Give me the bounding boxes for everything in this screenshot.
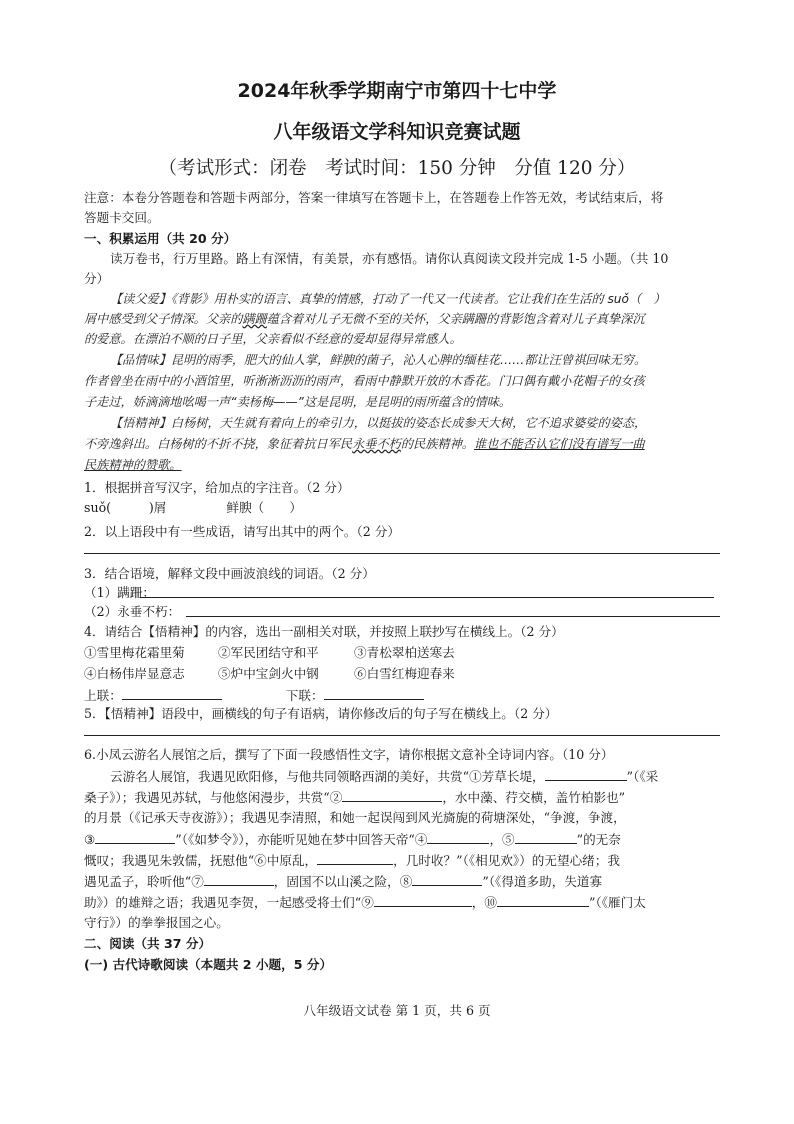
blank-1[interactable]: [545, 766, 627, 781]
q1-item-b: 鲜腴（ ）: [226, 500, 302, 515]
wavy-word-2: 永垂不朽: [352, 437, 401, 451]
exam-title: 2024年秋季学期南宁市第四十七中学: [237, 80, 557, 102]
q6-text: ”（《如梦令》），亦能听见她在梦中回答天帝“④: [175, 832, 428, 847]
q6-text: 慨叹；我遇见朱敦儒，抚慰他“⑥中原乱，: [84, 853, 318, 868]
blank-7[interactable]: [204, 871, 274, 886]
option-6: ⑥白雪红梅迎春来: [354, 666, 455, 681]
notice-line-2: 答题卡交回。: [84, 210, 160, 225]
lower-couplet-blank[interactable]: [324, 685, 424, 700]
question-3: 3．结合语境，解释文段中画波浪线的词语。（2 分）: [84, 566, 375, 581]
option-1: ①雪里梅花霜里菊: [84, 645, 185, 660]
lower-couplet-label: 下联：: [285, 688, 324, 703]
exam-subtitle: 八年级语文学科知识竞赛试题: [273, 121, 521, 143]
exam-info: （考试形式：闭卷 考试时间：150 分钟 分值 120 分）: [158, 158, 636, 179]
q6-text: ”（《采: [626, 769, 659, 784]
passage-1-line-2: [84, 310, 724, 329]
q6-line-2: [84, 787, 724, 807]
option-2: ②军民团结守和平: [218, 645, 319, 660]
blank-5[interactable]: [515, 829, 577, 844]
notice-line-1: 注意：本卷分答题卷和答题卡两部分，答案一律填写在答题卡上，在答题卷上作答无效，考试结束后，将: [84, 190, 664, 205]
passage-2-line-3: 子走过，娇滴滴地吆喝一声“卖杨梅——”这是昆明，是昆明的雨所蕴含的情味。: [84, 395, 512, 409]
upper-couplet-label: 上联：: [84, 688, 122, 703]
question-2: 2．以上语段中有一些成语，请写出其中的两个。（2 分）: [84, 524, 400, 539]
blank-9[interactable]: [374, 892, 472, 907]
q6-line-8: 守行》）的拳拳报国之心。: [84, 915, 229, 930]
section1-intro-2: 分）: [84, 271, 110, 286]
section1-heading: 一、积累运用（共 20 分）: [84, 231, 237, 246]
section2-sub1: (一) 古代诗歌阅读（本题共 2 小题，5 分）: [84, 957, 333, 972]
blank-3[interactable]: [95, 829, 175, 844]
passage-3-line-1: 【悟精神】白杨树，天生就有着向上的牵引力，以挺拔的姿态长成参天大树，它不追求婆娑的姿态，: [110, 416, 647, 430]
q6-line-5: [84, 850, 724, 870]
blank-8[interactable]: [412, 871, 482, 886]
question-6: 6.小凤云游名人展馆之后，撰写了下面一段感悟性文字，请你根据文意补全诗词内容。（10 分）: [84, 747, 614, 762]
section1-intro-1: 读万卷书，行万里路。路上有深情，有美景，亦有感悟。请你认真阅读文段并完成 1-5 小题。（共 10: [110, 251, 669, 266]
option-5: ⑤炉中宝剑火中钢: [218, 666, 319, 681]
question-4: 4．请结合【悟精神】的内容，选出一副相关对联，并按照上联抄写在横线上。（2 分）: [84, 624, 564, 639]
blank-10[interactable]: [497, 892, 589, 907]
blank-4[interactable]: [427, 829, 489, 844]
passage-text: 不旁逸斜出。白杨树的不折不挠，象征着抗日军民: [84, 437, 353, 451]
q6-text: ，水中藻、荇交横，盖竹柏影也”: [442, 790, 626, 805]
passage-2-line-1: 【品情味】昆明的雨季，肥大的仙人掌，鲜腴的菌子，沁人心脾的缅桂花……都让汪曾祺回味无穷。: [110, 353, 647, 367]
passage-text: 的民族精神。: [400, 437, 474, 451]
q6-line-7: [84, 892, 724, 912]
question-4-options-row1: [84, 643, 724, 662]
q6-text: 遇见孟子，聆听他“⑦: [84, 874, 204, 889]
underlined-sentence: 谁也不能否认它们没有谱写一曲: [474, 437, 645, 451]
q6-line-1: [84, 766, 750, 786]
passage-1-line-1: 【读父爱】《背影》用朴实的语言、真挚的情感，打动了一代又一代读者。它让我们在生活的 suǒ（ ）: [110, 292, 666, 306]
passage-1-line-3: 的爱意。在漂泊不顺的日子里，父亲看似不经意的爱却显得异常感人。: [84, 332, 462, 346]
passage-text: 蕴含着对儿子无微不至的关怀，父亲蹒跚的背影饱含着对儿子真挚深沉: [266, 312, 645, 326]
question-4-answer: [84, 685, 724, 705]
passage-3-line-2: [84, 435, 724, 454]
answer-line-q2[interactable]: [84, 553, 720, 554]
wavy-word-1: 蹒跚: [242, 312, 267, 326]
q6-text: ，⑩: [471, 895, 497, 910]
q6-text: ”的无奈: [576, 832, 621, 847]
underlined-sentence: 民族精神的赞歌。: [84, 458, 182, 472]
q6-text: ”（《雁门太: [588, 895, 646, 910]
q6-text: ”（《得道多助，失道寡: [482, 874, 603, 889]
page-footer: 八年级语文试卷 第 1 页，共 6 页: [303, 1003, 491, 1018]
option-3: ③青松翠柏送寒去: [354, 645, 455, 660]
passage-2-line-2: 作者曾坐在雨中的小酒馆里，听淅淅沥沥的雨声，看雨中静默开放的木香花。门口偶有戴小花帽子的女孩: [84, 374, 645, 388]
upper-couplet-blank[interactable]: [122, 685, 222, 700]
question-1-items: [84, 498, 724, 517]
q6-text: 助》）的雄辩之语；我遇见李贺，一起感受将士们“⑨: [84, 895, 374, 910]
blank-2[interactable]: [342, 787, 442, 802]
question-4-options-row2: [84, 664, 724, 683]
question-5: 5．【悟精神】语段中，画横线的句子有语病，请你修改后的句子写在横线上。（2 分）: [84, 706, 558, 721]
answer-line-q3-1[interactable]: [140, 597, 714, 598]
q6-text: ，⑤: [489, 832, 515, 847]
answer-line-q5[interactable]: [84, 735, 720, 736]
passage-3-line-3: [84, 456, 724, 475]
q6-line-3: 的月景（《记承天寺夜游》）；我遇见李清照，和她一起误闯到风光旖旎的荷塘深处，“争渡，争渡，: [84, 810, 626, 825]
q6-text: ，固国不以山溪之险，⑧: [273, 874, 413, 889]
q6-text: 桑子》）；我遇见苏轼，与他悠闲漫步，共赏“②: [84, 790, 343, 805]
q6-line-4: [84, 829, 724, 849]
blank-6[interactable]: [317, 850, 393, 865]
q6-line-6: [84, 871, 724, 891]
option-4: ④白杨伟岸显意志: [84, 666, 185, 681]
passage-text: 屑中感受到父子情深。父亲的: [84, 312, 243, 326]
section2-heading: 二、阅读（共 37 分）: [84, 936, 212, 951]
q6-text: ③: [84, 832, 96, 847]
question-1: 1．根据拼音写汉字，给加点的字注音。（2 分）: [84, 480, 350, 495]
answer-line-q3-2[interactable]: [186, 616, 720, 617]
q1-item-a: suǒ( )屑: [84, 500, 167, 515]
question-3-1: （1）蹒跚：: [84, 585, 155, 600]
q6-text: 云游名人展馆，我遇见欧阳修，与他共同领略西湖的美好，共赏“①芳草长堤，: [110, 769, 545, 784]
q6-text: ，几时收？”（《相见欢》）的无望心绪；我: [393, 853, 620, 868]
question-3-2: （2）永垂不朽：: [84, 604, 181, 619]
